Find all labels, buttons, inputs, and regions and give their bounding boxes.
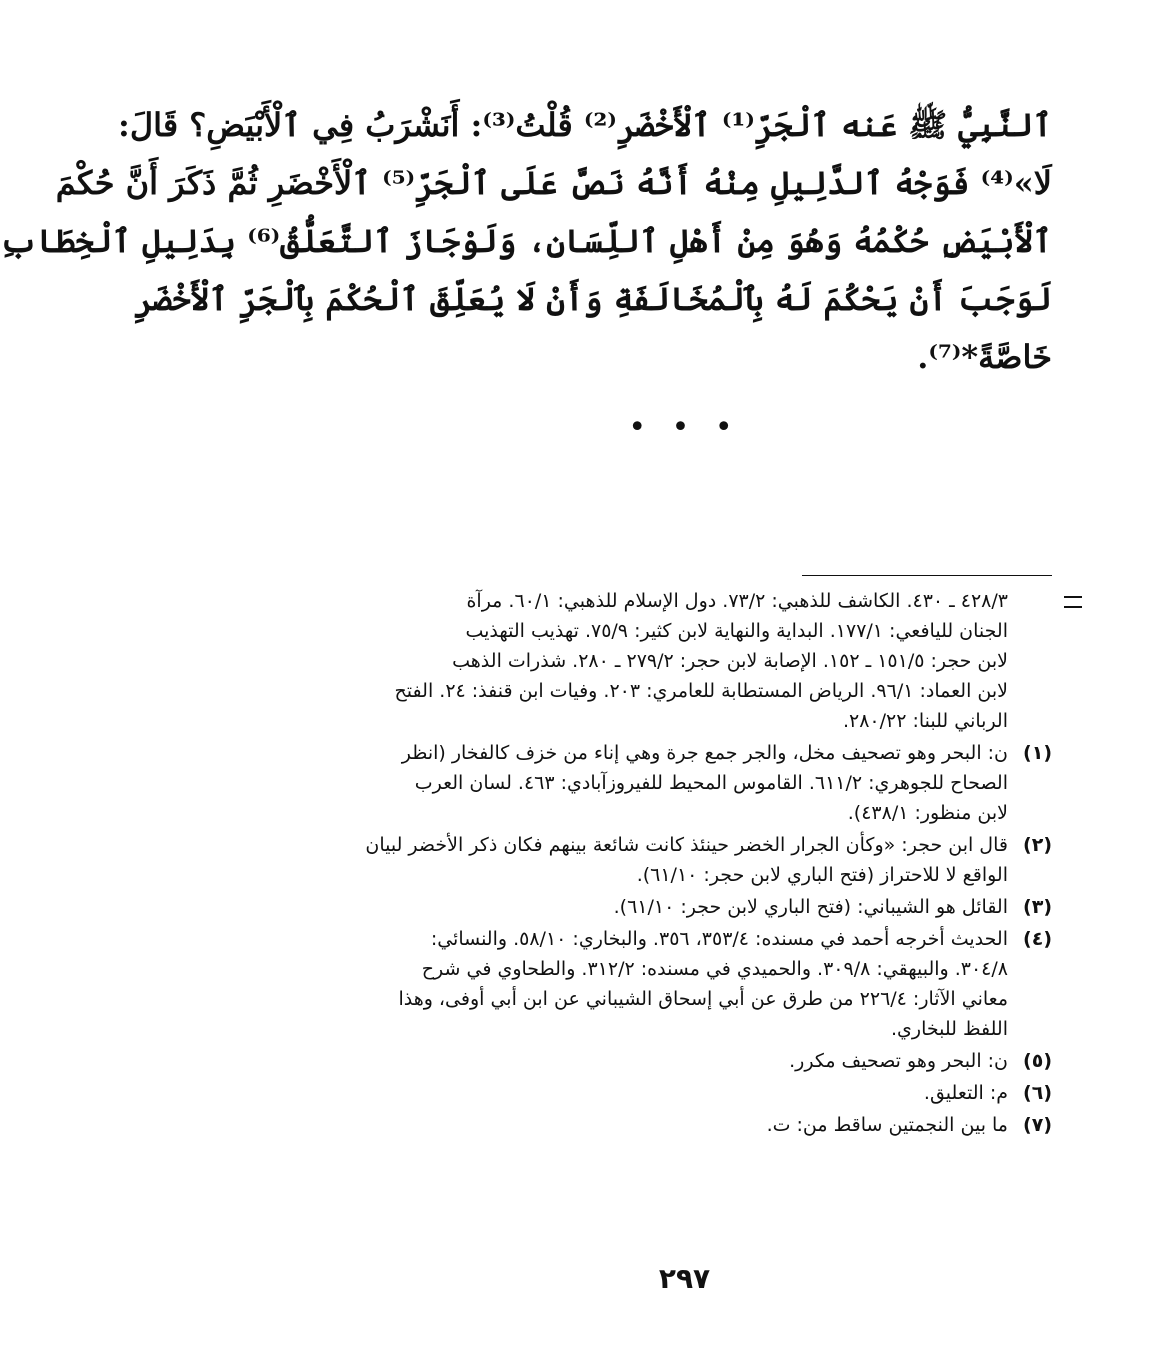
footnote-4 [312, 924, 1052, 1044]
footnote-line: الواقع لا للاحتراز (فتح الباري لابن حجر: ٦١/١٠). [636, 864, 1008, 886]
footnote-line: لابن العماد: ٩٦/١. الرياض المستطابة للعامري: ٢٠٣. وفيات ابن قنفذ: ٢٤. الفتح [394, 680, 1008, 702]
footnote-7 [312, 1110, 1052, 1140]
footnote-body [312, 1046, 1008, 1076]
footnote-1 [312, 738, 1052, 828]
footnote-body [312, 738, 1008, 828]
footnote-5 [312, 1046, 1052, 1076]
main-text [0, 96, 1052, 386]
footnote-line: ن: البحر وهو تصحيف مخل، والجر جمع جرة وهي إناء من خزف كالفخار (انظر [401, 742, 1008, 764]
footnote-divider [802, 575, 1052, 576]
footnote-line: معاني الآثار: ٢٢٦/٤ من طرق عن أبي إسحاق الشيباني عن ابن أبي أوفى، وهذا [398, 988, 1008, 1010]
footnote-6 [312, 1078, 1052, 1108]
footnote-number: (١) [1023, 742, 1052, 764]
footnote-body [312, 586, 1008, 736]
footnote-3 [312, 892, 1052, 922]
footnote-line: لابن حجر: ١٥١/٥ ـ ١٥٢. الإصابة لابن حجر: ٢٧٩/٢ ـ ٢٨٠. شذرات الذهب [452, 650, 1008, 672]
page-number: ٢٩٧ [658, 1262, 711, 1295]
footnote-number: (٦) [1023, 1082, 1052, 1104]
footnote-line: ما بين النجمتين ساقط من: ت. [766, 1114, 1008, 1136]
footnote-line: اللفظ للبخاري. [891, 1018, 1008, 1040]
main-text-line: ٱلنَّبِيُّ ﷺ عَنه ٱلْجَرِّ⁽¹⁾ ٱلْأَخْضَرِ⁽²⁾ قُلْتُ⁽³⁾: أَنَشْرَبُ فِي ٱلْأَبْيَضِ؟ قَالَ: [118, 106, 1052, 144]
footnote-continued [312, 586, 1052, 736]
footnote-line: الصحاح للجوهري: ٦١١/٢. القاموس المحيط للفيروزآبادي: ٤٦٣. لسان العرب [414, 772, 1008, 794]
footnote-line: ٣٠٤/٨. والبيهقي: ٣٠٩/٨. والحميدي في مسنده: ٣١٢/٢. والطحاوي في شرح [421, 958, 1008, 980]
footnote-line: الحديث أخرجه أحمد في مسنده: ٣٥٣/٤، ٣٥٦. والبخاري: ٥٨/١٠. والنسائي: [430, 928, 1008, 950]
footnote-2 [312, 830, 1052, 890]
main-text-line: ٱلْأَبْيَضِ حُكْمُهُ وَهُوَ مِنْ أَهْلِ ٱللِّسَانِ، وَلَوْجَازَ ٱلتَّعَلُّقُ⁽⁶⁾ بِدَلِيلِ ٱلْخِطَابِ [0, 222, 1052, 260]
footnote-body [312, 892, 1008, 922]
footnote-number: (٧) [1023, 1114, 1052, 1136]
footnote-number: (٢) [1023, 834, 1052, 856]
footnote-line: م: التعليق. [923, 1082, 1008, 1104]
footnote-line: لابن منظور: ٤٣٨/١). [847, 802, 1008, 824]
footnote-line: الرباني للبنا: ٢٨٠/٢٢. [842, 710, 1008, 732]
main-text-line: لَا»⁽⁴⁾ فَوَجْهُ ٱلدَّلِيلِ مِنْهُ أَنَّهُ نَصَّ عَلَى ٱلْجَرِّ⁽⁵⁾ ٱلْأَخْضَرِ ثُمَّ ذَكَرَ أَنَّ حُكْمَ [55, 164, 1052, 202]
footnotes [312, 586, 1052, 1142]
main-text-line: لَوَجَبَ أَنْ يَحْكُمَ لَهُ بِٱلْمُخَالَفَةِ وَأَنْ لَا يُعَلِّقَ ٱلْحُكْمَ بِٱلْجَرِّ ٱلْأَخْضَرِ [134, 280, 1052, 318]
footnote-line: ٤٢٨/٣ ـ ٤٣٠. الكاشف للذهبي: ٧٣/٢. دول الإسلام للذهبي: ٦٠/١. مرآة [466, 590, 1008, 612]
continuation-mark [1064, 596, 1082, 608]
footnote-body [312, 1110, 1008, 1140]
footnote-number: (٥) [1023, 1050, 1052, 1072]
footnote-line: الجنان لليافعي: ١٧٧/١. البداية والنهاية لابن كثير: ٧٥/٩. تهذيب التهذيب [465, 620, 1008, 642]
footnote-body [312, 924, 1008, 1044]
footnote-line: ن: البحر وهو تصحيف مكرر. [789, 1050, 1008, 1072]
footnote-body [312, 1078, 1008, 1108]
footnote-line: قال ابن حجر: «وكأن الجرار الخضر حينئذ كانت شائعة بينهم فكان ذكر الأخضر لبيان [365, 834, 1008, 856]
footnote-body [312, 830, 1008, 890]
main-text-line: خَاصَّةً*⁽⁷⁾. [917, 338, 1052, 376]
footnote-number-spacer [1008, 586, 1052, 736]
footnote-number: (٣) [1023, 896, 1052, 918]
section-separator: • • • [628, 410, 741, 445]
footnote-line: القائل هو الشيباني: (فتح الباري لابن حجر: ٦١/١٠). [613, 896, 1008, 918]
footnote-number: (٤) [1023, 928, 1052, 950]
